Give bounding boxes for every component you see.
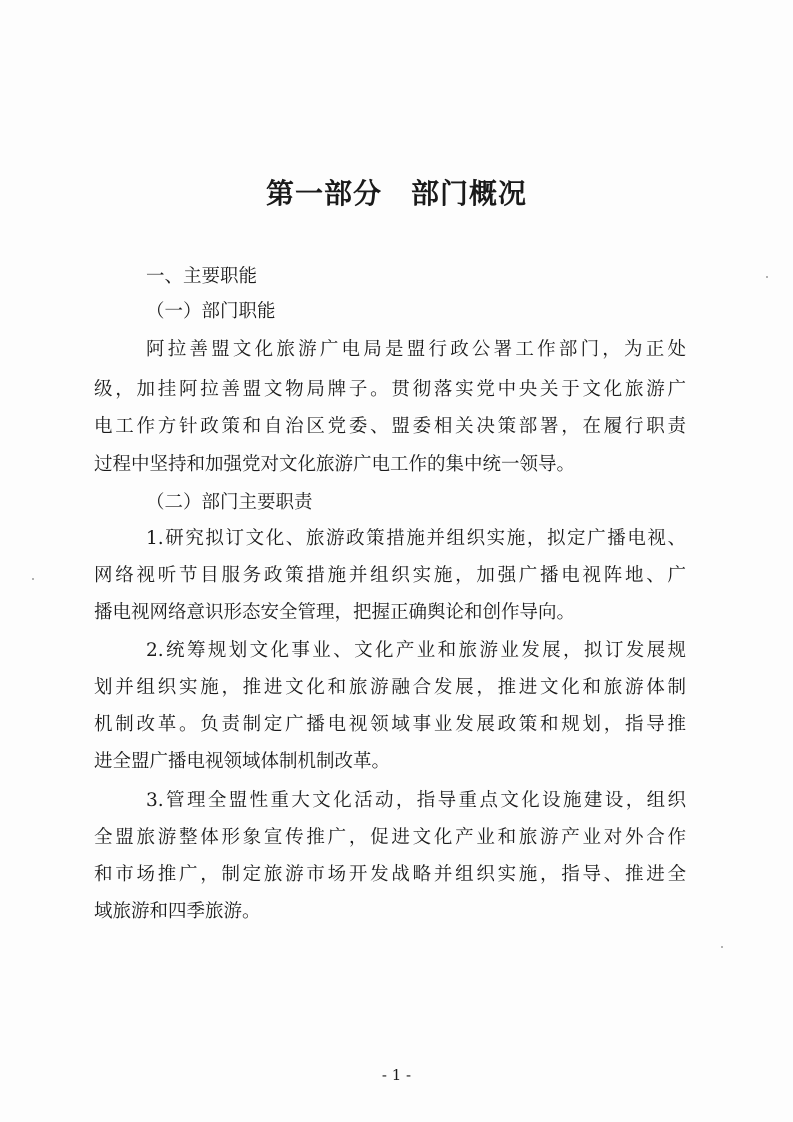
scan-speck bbox=[721, 946, 723, 948]
section-heading: 一、主要职能 bbox=[146, 266, 258, 287]
subsection-heading: （二）部门主要职责 bbox=[146, 492, 313, 513]
list-item-line: 2.统筹规划文化事业、文化产业和旅游业发展，拟订发展规 bbox=[146, 640, 686, 661]
list-item-line: 3.管理全盟性重大文化活动，指导重点文化设施建设，组织 bbox=[146, 790, 686, 811]
list-item-line: 划并组织实施，推进文化和旅游融合发展，推进文化和旅游体制 bbox=[94, 677, 686, 698]
list-item-line: 和市场推广，制定旅游市场开发战略并组织实施，指导、推进全 bbox=[94, 864, 686, 885]
paragraph-line: 过程中坚持和加强党对文化旅游广电工作的集中统一领导。 bbox=[94, 454, 576, 475]
paragraph-line: 电工作方针政策和自治区党委、盟委相关决策部署，在履行职责 bbox=[94, 416, 686, 437]
page-title: 第一部分 部门概况 bbox=[265, 177, 527, 210]
list-item-line: 1.研究拟订文化、旅游政策措施并组织实施，拟定广播电视、 bbox=[146, 528, 686, 549]
list-item-line: 域旅游和四季旅游。 bbox=[94, 901, 261, 922]
list-item-line: 进全盟广播电视领域体制机制改革。 bbox=[94, 751, 391, 772]
paragraph-line: 级，加挂阿拉善盟文物局牌子。贯彻落实党中央关于文化旅游广 bbox=[94, 379, 686, 400]
paragraph-line: 阿拉善盟文化旅游广电局是盟行政公署工作部门，为正处 bbox=[146, 339, 686, 360]
page-number: - 1 - bbox=[381, 1066, 412, 1084]
list-item-line: 全盟旅游整体形象宣传推广，促进文化产业和旅游产业对外合作 bbox=[94, 827, 686, 848]
list-item-line: 机制改革。负责制定广播电视领域事业发展政策和规划，指导推 bbox=[94, 714, 686, 735]
list-item-line: 网络视听节目服务政策措施并组织实施，加强广播电视阵地、广 bbox=[94, 565, 686, 586]
scan-speck bbox=[32, 578, 34, 580]
scan-speck bbox=[766, 276, 768, 278]
list-item-line: 播电视网络意识形态安全管理，把握正确舆论和创作导向。 bbox=[94, 602, 576, 623]
subsection-heading: （一）部门职能 bbox=[146, 301, 276, 322]
